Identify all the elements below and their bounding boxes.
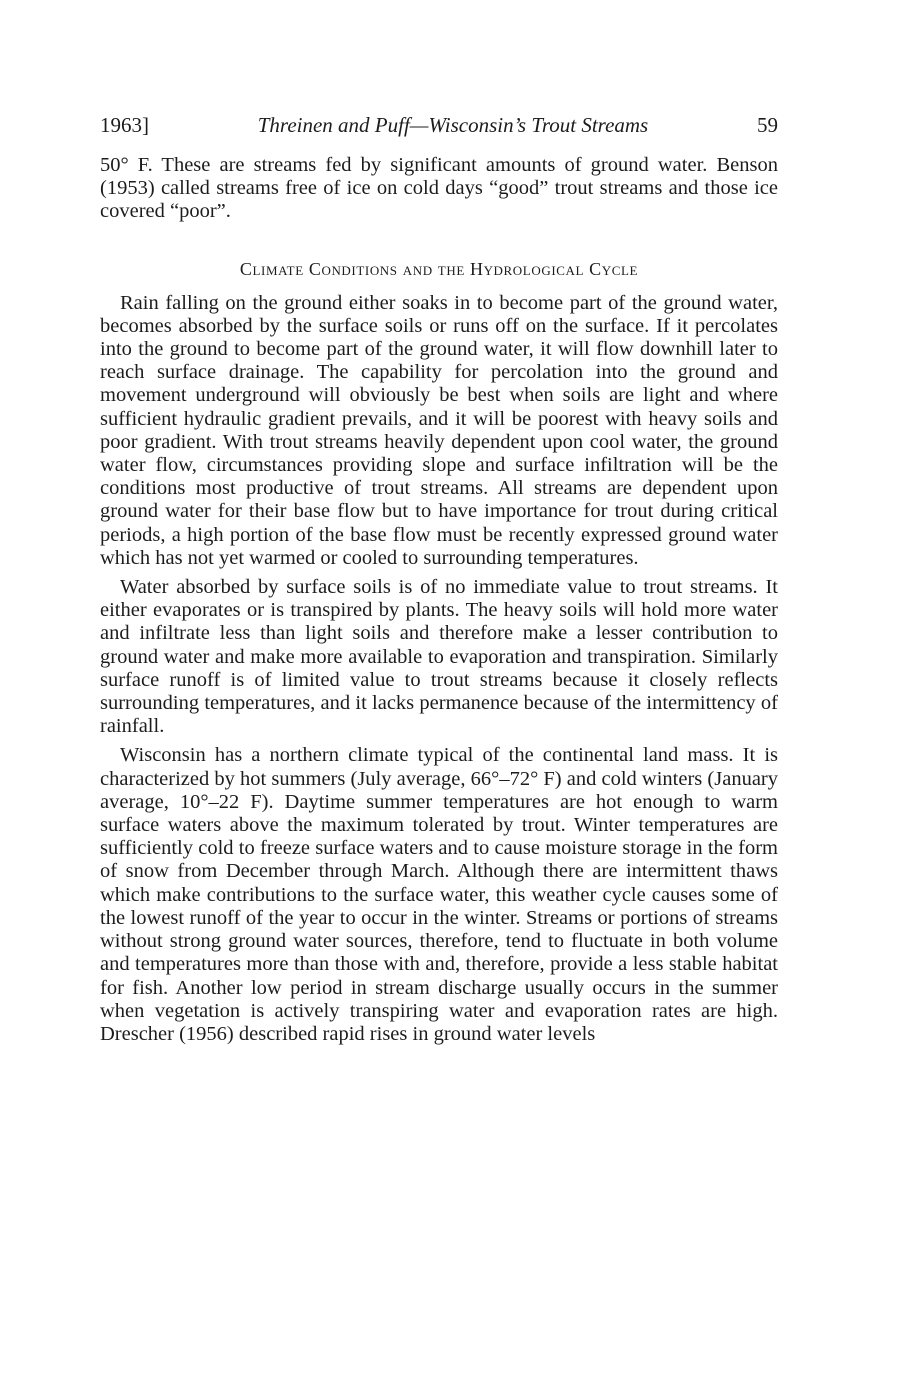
intro-paragraph: 50° F. These are streams fed by significant amounts of ground water. Benson (1953) called streams free of ice on cold days “good” trout streams and those ice covered “poor”. [100, 154, 778, 223]
running-head [100, 112, 778, 138]
running-head-year: 1963] [100, 113, 149, 137]
journal-page [100, 112, 778, 1046]
body-paragraph-2: Water absorbed by surface soils is of no immediate value to trout streams. It either evaporates or is transpired by plants. The heavy soils will hold more water and infiltrate less than light soils and therefore make a lesser contribution to ground water and make more available to evaporation and transpiration. Similarly surface runoff is of limited value to trout streams because it closely reflects surrounding temperatures, and it lacks permanence because of the intermittency of rainfall. [100, 576, 778, 738]
running-head-title: Threinen and Puff—Wisconsin’s Trout Streams [257, 113, 649, 137]
body-paragraph-3: Wisconsin has a northern climate typical of the continental land mass. It is characterized by hot summers (July average, 66°–72° F) and cold winters (January average, 10°–22 F). Daytime summer temperatures are hot enough to warm surface waters above the maximum tolerated by trout. Winter temperatures are sufficiently cold to freeze surface waters and to cause moisture storage in the form of snow from December through March. Although there are intermittent thaws which make contributions to the surface water, this weather cycle causes some of the lowest runoff of the year to occur in the winter. Streams or portions of streams without strong ground water sources, therefore, tend to fluctuate in both volume and temperatures more than those with and, therefore, provide a less stable habitat for fish. Another low period in stream discharge usually occurs in the summer when vegetation is actively transpiring water and evaporation rates are high. Drescher (1956) described rapid rises in ground water levels [100, 744, 778, 1045]
page-number: 59 [756, 113, 778, 137]
section-heading: Climate Conditions and the Hydrological Cycle [239, 258, 639, 279]
body-paragraph-1: Rain falling on the ground either soaks in to become part of the ground water, becomes absorbed by the surface soils or runs off on the surface. If it percolates into the ground to become part of the ground water, it will flow downhill later to reach surface drainage. The capability for percolation into the ground and movement underground will obviously be best when soils are light and where sufficient hydraulic gradient prevails, and it will be poorest with heavy soils and poor gradient. With trout streams heavily dependent upon cool water, the ground water flow, circumstances providing slope and surface infiltration will be the conditions most productive of trout streams. All streams are dependent upon ground water for their base flow but to have importance for trout during critical periods, a high portion of the base flow must be recently expressed ground water which has not yet warmed or cooled to surrounding temperatures. [100, 291, 778, 569]
